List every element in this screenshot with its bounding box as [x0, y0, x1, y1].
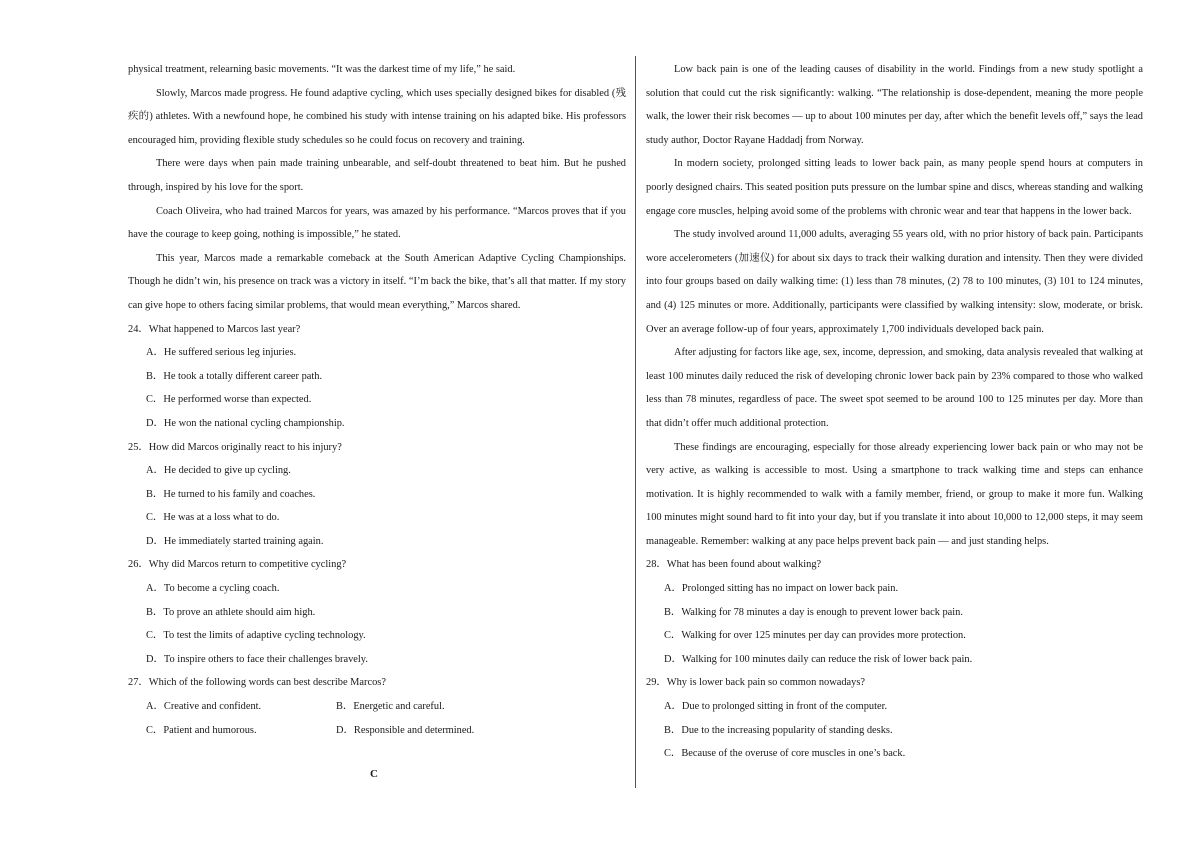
- option-b: B．Energetic and careful.: [336, 701, 445, 713]
- option-a: A．Prolonged sitting has no impact on lower back pain.: [664, 583, 899, 595]
- question-25: [128, 436, 626, 554]
- option-a: A．Due to prolonged sitting in front of the computer.: [664, 701, 888, 713]
- option-row: [146, 719, 626, 743]
- option-c: C．Walking for over 125 minutes per day can provides more protection.: [664, 630, 966, 642]
- left-column: [128, 58, 626, 742]
- option-b: B．He took a totally different career path.: [146, 370, 323, 382]
- column-divider: [635, 56, 636, 788]
- option-d: D．He immediately started training again.: [146, 535, 324, 547]
- paragraph: physical treatment, relearning basic movements. “It was the darkest time of my life,” he said.: [128, 64, 516, 75]
- option-d: D．Walking for 100 minutes daily can reduce the risk of lower back pain.: [664, 653, 973, 665]
- option-b: B．Due to the increasing popularity of standing desks.: [664, 724, 893, 736]
- option-c: C．Patient and humorous.: [146, 724, 257, 736]
- option-c: C．He performed worse than expected.: [146, 394, 312, 406]
- option-row: [146, 695, 626, 719]
- question-29: [646, 671, 1143, 765]
- paragraph: After adjusting for factors like age, sex, income, depression, and smoking, data analysis revealed that walking at least 100 minutes daily reduced the risk of developing chronic lower back pain by 23% compared to those who walked less than 78 minutes, regardless of pace. The sweet spot seemed to be around 100 to 125 minutes per day. More than that didn’t offer much additional protection.: [646, 347, 1143, 429]
- question-stem: 26．Why did Marcos return to competitive cycling?: [128, 559, 347, 571]
- question-stem: 28．What has been found about walking?: [646, 559, 822, 571]
- option-c: C．To test the limits of adaptive cycling technology.: [146, 630, 366, 642]
- question-stem: 27．Which of the following words can best describe Marcos?: [128, 677, 386, 689]
- right-column: [646, 58, 1143, 766]
- paragraph: This year, Marcos made a remarkable comeback at the South American Adaptive Cycling Championships. Though he didn’t win, his presence on track was a victory in itself. “I’m back the bike, that’s all that matter. If my story can give hope to others facing similar problems, that would mean everything,” Marcos shared.: [128, 252, 626, 311]
- option-a: A．He suffered serious leg injuries.: [146, 347, 297, 359]
- option-d: D．He won the national cycling championship.: [146, 417, 345, 429]
- option-b: B．To prove an athlete should aim high.: [146, 606, 316, 618]
- option-c: C．He was at a loss what to do.: [146, 512, 280, 524]
- option-d: D．To inspire others to face their challenges bravely.: [146, 653, 368, 665]
- option-b: B．Walking for 78 minutes a day is enough to prevent lower back pain.: [664, 606, 963, 618]
- paragraph: The study involved around 11,000 adults, averaging 55 years old, with no prior history of back pain. Participants wore accelerometers (加速仪) for about six days to track their walking duration and intensity. Then they were divided into four groups based on daily walking time: (1) less than 78 minutes, (2) 78 to 100 minutes, (3) 101 to 124 minutes, and (4) 125 minutes or more. Additionally, participants were classified by walking intensity: slow, moderate, or brisk. Over an average follow-up of four years, approximately 1,700 individuals developed back pain.: [646, 229, 1143, 335]
- option-c: C．Because of the overuse of core muscles in one’s back.: [664, 748, 906, 760]
- option-a: A．Creative and confident.: [146, 701, 262, 713]
- option-b: B．He turned to his family and coaches.: [146, 488, 316, 500]
- question-26: [128, 553, 626, 671]
- option-a: A．He decided to give up cycling.: [146, 465, 291, 477]
- option-d: D．Responsible and determined.: [336, 724, 475, 736]
- paragraph: Low back pain is one of the leading causes of disability in the world. Findings from a new study spotlight a solution that could cut the risk significantly: walking. “The relationship is dose-dependent, meaning the more people walk, the lower their risk becomes — up to about 100 minutes per day, after which the benefit levels off,” says the lead study author, Doctor Rayane Haddadj from Norway.: [646, 64, 1143, 146]
- option-a: A．To become a cycling coach.: [146, 583, 280, 595]
- question-stem: 25．How did Marcos originally react to his injury?: [128, 441, 342, 453]
- question-stem: 29．Why is lower back pain so common nowadays?: [646, 677, 866, 689]
- question-stem: 24．What happened to Marcos last year?: [128, 323, 301, 335]
- question-24: [128, 318, 626, 436]
- paragraph: There were days when pain made training unbearable, and self-doubt threatened to beat him. But he pushed through, inspired by his love for the sport.: [128, 158, 626, 193]
- section-letter: C: [370, 768, 378, 780]
- paragraph: These findings are encouraging, especially for those already experiencing lower back pain or who may not be very active, as walking is accessible to most. Using a smartphone to track walking time and steps can enhance motivation. It is highly recommended to walk with a family member, friend, or group to make it more fun. Walking 100 minutes might sound hard to fit into your day, but if you translate it into about 10,000 to 12,000 steps, it may seem manageable. Remember: walking at any pace helps prevent back pain — and just standing helps.: [646, 441, 1143, 547]
- paragraph: In modern society, prolonged sitting leads to lower back pain, as many people spend hours at computers in poorly designed chairs. This seated position puts pressure on the lumbar spine and discs, whereas standing and walking engage core muscles, helping avoid some of the problems with chronic wear and tear that happens in the lower back.: [646, 158, 1143, 217]
- question-28: [646, 553, 1143, 671]
- paragraph: Slowly, Marcos made progress. He found adaptive cycling, which uses specially designed bikes for disabled (残疾的) athletes. With a newfound hope, he combined his study with intense training on his adapted bike. His professors encouraged him, providing flexible study schedules so he could focus on recovery and training.: [128, 87, 626, 146]
- paragraph: Coach Oliveira, who had trained Marcos for years, was amazed by his performance. “Marcos proves that if you have the courage to keep going, nothing is impossible,” he stated.: [128, 205, 626, 241]
- question-27: [128, 671, 626, 742]
